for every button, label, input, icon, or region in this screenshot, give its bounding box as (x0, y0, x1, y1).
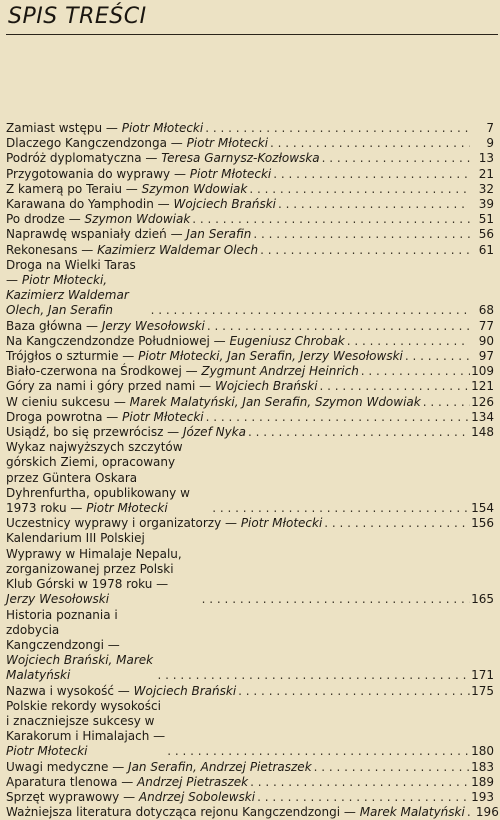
toc-entry-page-number: 7 (486, 121, 494, 135)
toc-entry-title: Ważniejsza literatura dotycząca rejonu Kangczendzongi — (6, 805, 360, 820)
toc-entry-text (6, 243, 260, 258)
toc-entry (6, 395, 494, 410)
toc-entry-author: Piotr Młotecki (86, 501, 168, 516)
toc-entry-title: Droga na Wielki Taras — (6, 257, 136, 288)
toc-entry (6, 790, 494, 805)
toc-entry-text (6, 319, 207, 334)
toc-entry-page-number: 148 (471, 425, 494, 440)
dot-leader (314, 760, 470, 775)
toc-entry-author: Teresa Garnysz-Kozłowska (161, 151, 320, 166)
toc-entry-title: Baza główna — (6, 318, 102, 333)
toc-entry (6, 151, 494, 166)
toc-entry-page-number: 51 (478, 212, 494, 227)
toc-entry-title: Kalendarium III Polskiej Wyprawy w Himalaje Nepalu, zorganizowanej przez Polski Klub Górski w 1978 roku — (6, 531, 182, 592)
toc-entry-author: Piotr Młotecki (6, 744, 88, 759)
dot-leader (192, 212, 470, 227)
toc-entry-author: Piotr Młotecki, Kazimierz Waldemar Olech, Jan Serafin (6, 273, 129, 318)
toc-entry-text (6, 440, 212, 516)
toc-entry-title: Wykaz najwyższych szczytów górskich Ziemi, opracowany przez Güntera Oskara Dyhrenfurtha, opublikowany w 1973 roku — (6, 440, 190, 516)
toc-entry-text (6, 136, 270, 151)
toc-entry-title: Historia poznania i zdobycia Kangczendzongi — (6, 607, 120, 652)
toc-entry-title: Polskie rekordy wysokości i znaczniejsze sukcesy w Karakorum i Himalajach — (6, 698, 166, 744)
toc-entry (6, 182, 494, 197)
toc-entry-text (6, 760, 314, 775)
toc-entry-title: Podróż dyplomatyczna — (6, 151, 162, 166)
toc-entry (6, 121, 494, 136)
toc-entry-page-number: 193 (471, 789, 494, 804)
toc-entry-text (6, 608, 158, 684)
dot-leader (253, 227, 470, 242)
dot-leader (151, 303, 470, 318)
toc-entry-author: Kazimierz Waldemar Olech (97, 242, 259, 257)
toc-entry-page-number: 196 (475, 805, 499, 820)
toc-entry-author: Wojciech Brański, Marek Malatyński (6, 653, 154, 683)
toc-entry-page-number: 154 (471, 501, 494, 516)
table-of-contents (6, 121, 499, 820)
toc-entry-page-number: 90 (478, 333, 494, 348)
toc-entry-text (6, 151, 322, 166)
toc-entry-page-number: 171 (471, 668, 494, 683)
toc-entry (6, 167, 494, 182)
toc-entry (6, 760, 494, 775)
toc-entry-author: Jan Serafin, Andrzej Pietraszek (128, 759, 312, 774)
toc-entry (6, 227, 494, 242)
toc-entry (6, 775, 494, 790)
toc-entry-text (6, 684, 238, 699)
toc-entry (6, 379, 494, 394)
dot-leader (405, 349, 470, 364)
toc-entry-author: Piotr Młotecki (121, 121, 204, 135)
toc-entry-page-number: 39 (478, 197, 494, 212)
toc-entry-text (6, 379, 320, 394)
toc-entry-title: Biało-czerwona na Środkowej — (6, 364, 202, 379)
toc-entry-page-number: 56 (478, 227, 494, 242)
toc-entry-page-number: 134 (471, 409, 494, 424)
toc-entry-text (6, 775, 250, 790)
toc-entry-text (6, 531, 202, 607)
dot-leader (324, 516, 470, 531)
dot-leader (260, 243, 470, 258)
toc-entry (6, 136, 494, 151)
toc-entry-author: Jan Serafin (186, 227, 252, 242)
toc-entry-text (6, 212, 192, 227)
toc-entry-page-number: 156 (471, 516, 494, 531)
dot-leader (202, 592, 470, 607)
toc-entry-page-number: 109 (471, 364, 494, 379)
toc-entry-page-number: 97 (478, 349, 494, 364)
dot-leader (361, 364, 470, 379)
toc-entry-text (6, 349, 405, 364)
toc-entry-text (6, 425, 248, 440)
toc-entry-text (6, 516, 324, 531)
toc-entry (6, 349, 494, 364)
toc-entry-title: Rekonesans — (6, 242, 98, 257)
dot-leader (322, 151, 470, 166)
dot-leader (205, 121, 470, 136)
toc-entry-text (6, 805, 467, 820)
dot-leader (212, 501, 470, 516)
toc-entry-page-number: 175 (471, 683, 494, 698)
toc-entry-title: Droga powrotna — (6, 409, 123, 424)
toc-entry (6, 516, 494, 531)
toc-entry-author: Wojciech Brański (215, 379, 318, 394)
toc-entry-page-number: 68 (478, 303, 494, 318)
toc-entry-author: Eugeniusz Chrobak (229, 333, 345, 348)
toc-entry-author: Józef Nyka (183, 425, 246, 440)
toc-entry-text (6, 227, 253, 242)
toc-entry-title: Sprzęt wyprawowy — (6, 789, 139, 804)
toc-entry (6, 684, 494, 699)
toc-entry-author: Piotr Młotecki (186, 136, 269, 151)
toc-entry-author: Szymon Wdowiak (84, 212, 191, 227)
toc-entry-title: Po drodze — (6, 212, 85, 227)
toc-entry (6, 212, 494, 227)
toc-entry (6, 425, 494, 440)
toc-entry-author: Piotr Młotecki (240, 516, 323, 531)
dot-leader (206, 410, 470, 425)
toc-entry-author: Jerzy Wesołowski (6, 592, 110, 607)
toc-entry-title: Góry za nami i góry przed nami — (6, 379, 215, 394)
toc-entry-author: Wojciech Brański (173, 197, 277, 212)
dot-leader (238, 684, 470, 699)
toc-entry (6, 531, 494, 607)
toc-entry (6, 410, 494, 425)
toc-entry-title: Aparatura tlenowa — (6, 774, 138, 789)
toc-entry-author: Andrzej Sobolewski (138, 789, 256, 804)
toc-entry-text (6, 121, 205, 136)
dot-leader (158, 668, 471, 683)
dot-leader (270, 136, 470, 151)
toc-entry-text (6, 410, 206, 425)
toc-entry-title: Dlaczego Kangczendzonga — (6, 136, 187, 151)
toc-entry-title: Przygotowania do wyprawy — (6, 166, 190, 181)
toc-entry-author: Andrzej Pietraszek (137, 774, 249, 789)
toc-entry (6, 608, 494, 684)
toc-entry (6, 334, 494, 349)
toc-entry-text (6, 395, 423, 410)
dot-leader (278, 197, 470, 212)
dot-leader (249, 182, 470, 197)
toc-entry-title: W cieniu sukcesu — (6, 394, 130, 409)
toc-entry-title: Trójgłos o szturmie — (6, 349, 139, 364)
dot-leader (320, 379, 470, 394)
toc-entry-page-number: 32 (478, 181, 494, 196)
toc-entry (6, 364, 494, 379)
toc-entry-text (6, 167, 273, 182)
toc-entry-page-number: 165 (471, 592, 494, 607)
dot-leader (167, 744, 470, 759)
toc-entry-page-number: 9 (486, 136, 494, 151)
toc-entry-page-number: 61 (478, 242, 494, 257)
toc-entry-author: Marek Malatyński (359, 805, 465, 820)
toc-entry (6, 197, 494, 212)
toc-entry-title: Naprawdę wspaniały dzień — (6, 227, 187, 242)
toc-entry-title: Uczestnicy wyprawy i organizatorzy — (6, 516, 241, 531)
dot-leader (347, 334, 470, 349)
toc-entry (6, 440, 494, 516)
toc-entry-author: Marek Malatyński, Jan Serafin, Szymon Wdowiak (129, 394, 421, 409)
toc-entry-text (6, 258, 151, 319)
toc-entry-page-number: 21 (478, 166, 494, 181)
page-title: SPIS TREŚCI (8, 4, 147, 29)
toc-entry-author: Piotr Młotecki, Jan Serafin, Jerzy Wesołowski (138, 349, 403, 364)
toc-entry-text (6, 699, 167, 760)
toc-entry (6, 699, 494, 760)
toc-entry-text (6, 197, 278, 212)
title-divider (6, 34, 498, 35)
toc-entry-page-number: 126 (471, 394, 494, 409)
toc-entry-page-number: 13 (478, 151, 494, 166)
dot-leader (257, 790, 470, 805)
dot-leader (423, 395, 470, 410)
toc-entry-title: Uwagi medyczne — (6, 759, 129, 774)
toc-entry-title: Z kamerą po Teraiu — (6, 181, 142, 196)
toc-entry (6, 319, 494, 334)
toc-entry (6, 805, 499, 820)
toc-entry-text (6, 790, 257, 805)
toc-entry-author: Jerzy Wesołowski (101, 318, 205, 333)
toc-entry-author: Wojciech Brański (133, 683, 237, 698)
toc-entry-title: Na Kangczendzondze Południowej — (6, 333, 230, 348)
toc-entry-author: Szymon Wdowiak (141, 181, 248, 196)
dot-leader (273, 167, 470, 182)
toc-entry-page-number: 180 (471, 744, 494, 759)
toc-entry-page-number: 77 (478, 318, 494, 333)
toc-entry-author: Piotr Młotecki (189, 166, 272, 181)
toc-entry-text (6, 182, 249, 197)
toc-entry-author: Zygmunt Andrzej Heinrich (201, 364, 359, 379)
dot-leader (250, 775, 470, 790)
toc-entry-title: Nazwa i wysokość — (6, 683, 134, 698)
toc-entry-title: Zamiast wstępu — (6, 121, 122, 135)
toc-entry-title: Usiądź, bo się przewrócisz — (6, 425, 183, 440)
toc-entry-text (6, 334, 347, 349)
toc-entry (6, 258, 494, 319)
toc-entry-page-number: 121 (471, 379, 494, 394)
toc-entry-title: Karawana do Yamphodin — (6, 197, 174, 212)
toc-entry (6, 243, 494, 258)
dot-leader (248, 425, 470, 440)
toc-entry-text (6, 364, 361, 379)
toc-entry-page-number: 183 (471, 759, 494, 774)
toc-entry-author: Piotr Młotecki (122, 409, 204, 424)
dot-leader (467, 805, 475, 820)
toc-entry-page-number: 189 (471, 774, 494, 789)
dot-leader (207, 319, 470, 334)
